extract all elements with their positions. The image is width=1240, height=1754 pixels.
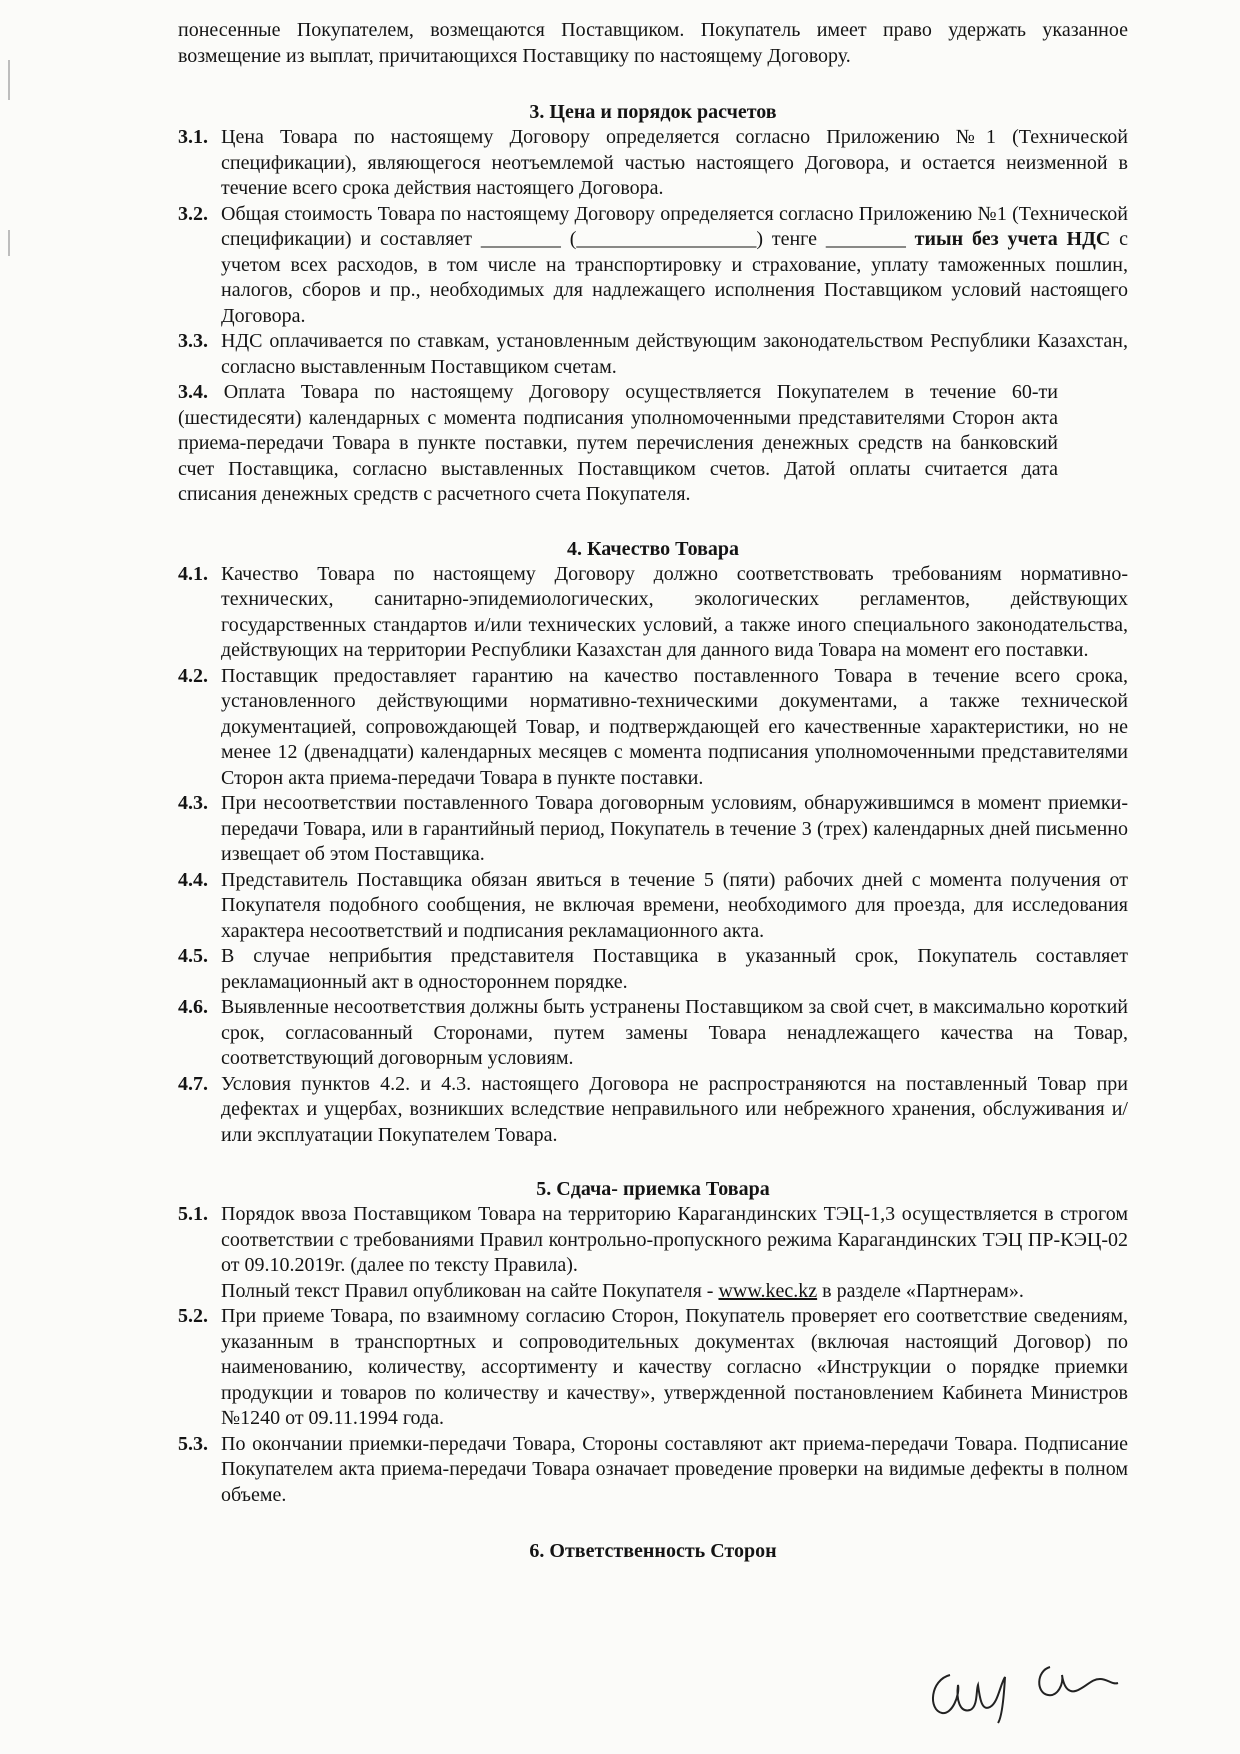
clause-3-2 bbox=[178, 202, 1128, 330]
clause-text-part: Общая стоимость Товара по настоящему Договору определяется согласно Приложению №1 (Технической спецификации) и составляет ________ (__________________) тенге ________ bbox=[221, 202, 1128, 250]
clause-text: В случае неприбытия представителя Поставщика в указанный срок, Покупатель составляет рекламационный акт в одностороннем порядке. bbox=[221, 945, 1128, 993]
signature-1 bbox=[920, 1655, 1030, 1725]
clause-number: 4.1. bbox=[178, 562, 208, 585]
clause-4-5 bbox=[178, 944, 1128, 995]
clause-4-2 bbox=[178, 664, 1128, 792]
clause-text: Выявленные несоответствия должны быть устранены Поставщиком за свой счет, в максимально короткий срок, согласованный Сторонами, путем замены Товара ненадлежащего качества на Товар, соответствующий договорным условиям. bbox=[221, 996, 1128, 1069]
section-5-title: 5. Сдача- приемка Товара bbox=[536, 1178, 770, 1200]
signature-2 bbox=[1030, 1655, 1120, 1705]
clause-number: 3.1. bbox=[178, 126, 208, 148]
clause-4-7 bbox=[178, 1072, 1128, 1149]
clause-4-4 bbox=[178, 868, 1128, 945]
clause-4-3 bbox=[178, 791, 1128, 868]
clause-text bbox=[221, 1202, 1128, 1304]
clause-4-1 bbox=[178, 562, 1128, 664]
clause-3-4 bbox=[178, 380, 1058, 508]
clause-number: 5.1. bbox=[178, 1203, 208, 1225]
intro-paragraph: понесенные Покупателем, возмещаются Поставщиком. Покупатель имеет право удержать указанное возмещение из выплат, причитающихся Поставщику по настоящему Договору. bbox=[178, 19, 1128, 67]
clause-number: 3.3. bbox=[178, 330, 208, 352]
clause-number: 3.4. bbox=[178, 381, 208, 403]
clause-text: Качество Товара по настоящему Договору должно соответствовать требованиям нормативно-технических, санитарно-эпидемиологических, экологических регламентов, действующих государственных стандартов и/или технических условий, а также иного специального законодательства, действующих на территории Республики Казахстан для данного вида Товара на момент его поставки. bbox=[221, 562, 1128, 661]
clause-text-bold: тиын без учета НДС bbox=[914, 228, 1111, 250]
document-body bbox=[178, 18, 1128, 1564]
clause-text: По окончании приемки-передачи Товара, Стороны составляют акт приема-передачи Товара. Подписание Покупателем акта приема-передачи Товара означает проведение проверки на видимые дефекты в полном объеме. bbox=[221, 1432, 1128, 1506]
clause-number: 4.7. bbox=[178, 1072, 208, 1095]
clause-text: При несоответствии поставленного Товара договорным условиям, обнаружившимся в момент приемки-передачи Товара, или в гарантийный период, Покупатель в течение 3 (трех) календарных дней письменно извещает об этом Поставщика. bbox=[221, 792, 1128, 865]
clause-number: 4.3. bbox=[178, 792, 208, 814]
clause-text: Представитель Поставщика обязан явиться в течение 5 (пяти) рабочих дней с момента получения от Покупателя подобного сообщения, не включая времени, необходимого для проезда, для исследования характера несоответствий и подписания рекламационного акта. bbox=[221, 868, 1128, 942]
clause-text: При приеме Товара, по взаимному согласию Сторон, Покупатель проверяет его соответствие сведениям, указанным в транспортных и сопроводительных документах (включая настоящий Договор) по наименованию, количеству, ассортименту и качеству согласно «Инструкции о порядке приемки продукции и товаров по количеству и качеству», утвержденной постановлением Кабинета Министров №1240 от 09.11.1994 года. bbox=[221, 1305, 1128, 1429]
section-4-title: 4. Качество Товара bbox=[566, 537, 740, 560]
website-link[interactable]: www.kec.kz bbox=[718, 1279, 818, 1302]
clause-5-2 bbox=[178, 1304, 1128, 1432]
clause-subparagraph bbox=[221, 1279, 1128, 1305]
clause-3-1 bbox=[178, 125, 1128, 202]
scan-mark bbox=[8, 60, 10, 100]
clause-text-part: с учетом всех расходов, в том числе на транспортировку и страхование, уплату таможенных пошлин, налогов, сборов и пр., необходимых для надлежащего исполнения Поставщиком условий настоящего Договора. bbox=[221, 228, 1129, 327]
clause-text-part: Порядок ввоза Поставщиком Товара на территорию Карагандинских ТЭЦ-1,3 осуществляется в строгом соответствии с требованиями Правил контрольно-пропускного режима Карагандинских ТЭЦ ПР-КЭЦ-02 от 09.10.2019г. (далее по тексту Правила). bbox=[221, 1203, 1128, 1276]
clause-text: Оплата Товара по настоящему Договору осуществляется Покупателем в течение 60-ти (шестидесяти) календарных с момента подписания уполномоченными представителями Сторон акта приема-передачи Товара в пункте поставки, путем перечисления денежных средств на банковский счет Поставщика, согласно выставленных Поставщиком счетов. Датой оплаты считается дата списания денежных средств с расчетного счета Покупателя. bbox=[178, 381, 1059, 505]
clause-text: Условия пунктов 4.2. и 4.3. настоящего Договора не распространяются на поставленный Товар при дефектах и ущербах, возникших вследствие неправильного или небрежного хранения, обслуживания и/или эксплуатации Покупателем Товара. bbox=[221, 1072, 1128, 1146]
clause-number: 3.2. bbox=[178, 202, 208, 225]
clause-text: Поставщик предоставляет гарантию на качество поставленного Товара в течение всего срока, установленного действующими нормативно-техническими документами, а также технической документацией, сопровождающей Товар, и подтверждающей его качественные характеристики, но не менее 12 (двенадцати) календарных месяцев с момента подписания уполномоченными представителями Сторон акта приема-передачи Товара в пункте поставки. bbox=[221, 664, 1128, 789]
section-3-title: 3. Цена и порядок расчетов bbox=[529, 101, 777, 123]
clause-text: НДС оплачивается по ставкам, установленным действующим законодательством Республики Казахстан, согласно выставленным Поставщиком счетам. bbox=[221, 330, 1128, 378]
clause-number: 4.5. bbox=[178, 945, 208, 967]
clause-5-1 bbox=[178, 1202, 1128, 1304]
clause-number: 5.2. bbox=[178, 1305, 208, 1327]
clause-text-part: Полный текст Правил опубликован на сайте Покупателя - bbox=[221, 1279, 719, 1302]
clause-number: 5.3. bbox=[178, 1432, 208, 1455]
clause-number: 4.4. bbox=[178, 868, 208, 891]
clause-5-3 bbox=[178, 1432, 1128, 1509]
clause-3-3 bbox=[178, 329, 1128, 380]
clause-4-6 bbox=[178, 995, 1128, 1072]
section-6-title: 6. Ответственность Сторон bbox=[529, 1540, 777, 1562]
clause-text-part: в разделе «Партнерам». bbox=[817, 1279, 1024, 1302]
scan-mark bbox=[8, 230, 10, 256]
clause-number: 4.6. bbox=[178, 996, 208, 1018]
clause-text bbox=[221, 202, 1128, 330]
clause-text: Цена Товара по настоящему Договору определяется согласно Приложению №1 (Технической спецификации), являющегося неотъемлемой частью настоящего Договора, и остается неизменной в течение всего срока действия настоящего Договора. bbox=[221, 126, 1128, 199]
clause-number: 4.2. bbox=[178, 664, 208, 687]
